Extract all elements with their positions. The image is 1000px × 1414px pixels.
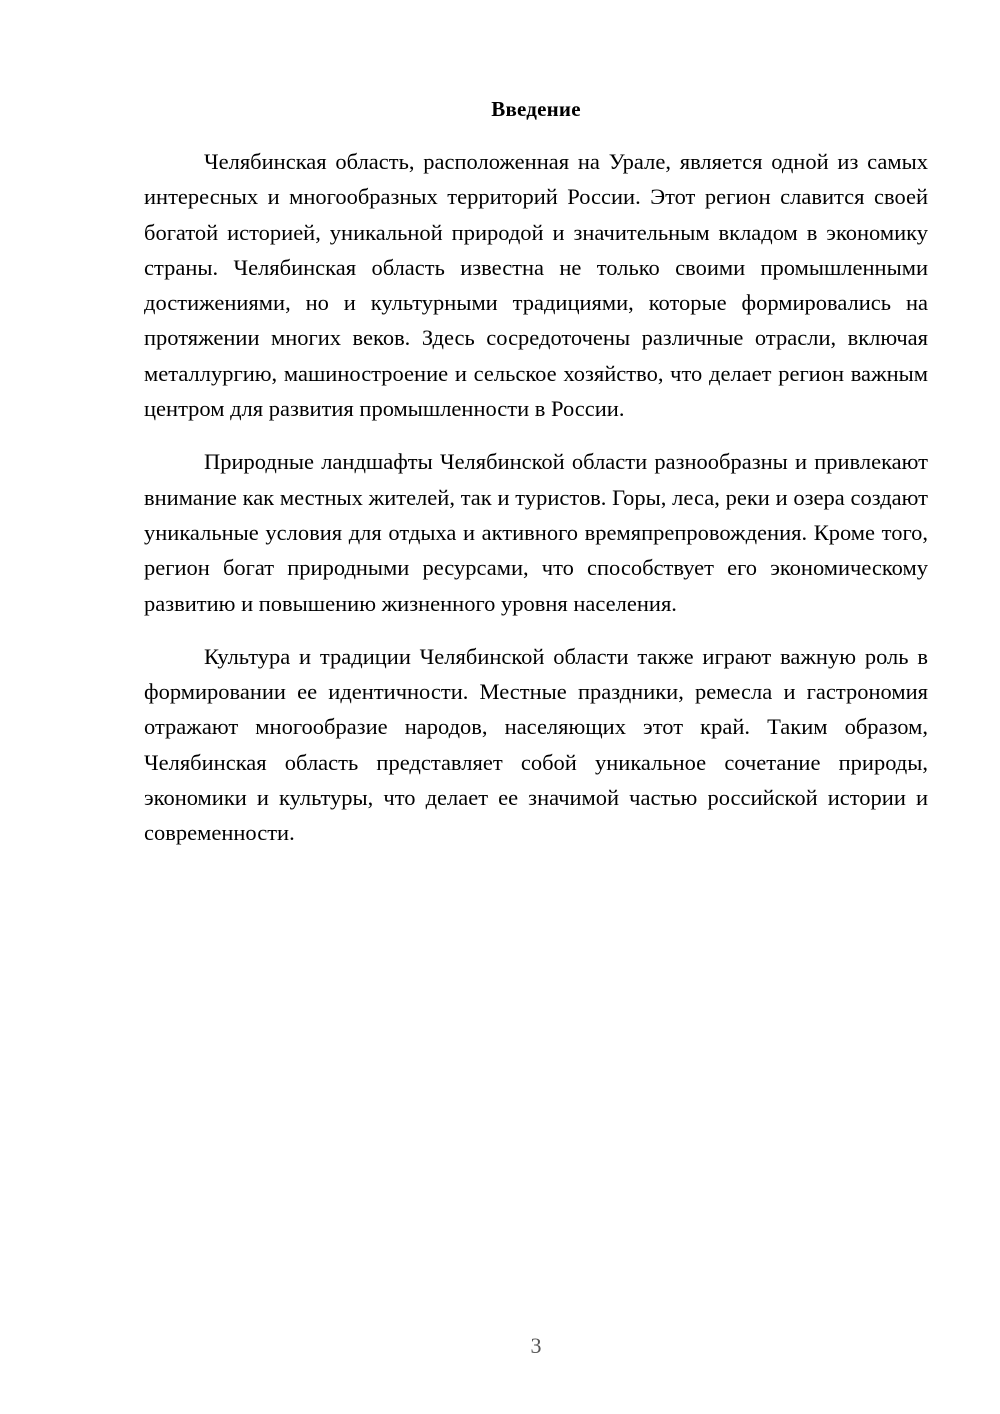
paragraph-culture: Культура и традиции Челябинской области также играют важную роль в формировании ее идентичности. Местные праздники, ремесла и гастрономия отражают многообразие народов, населяющих этот край. Таким образом, Челябинская область представляет собой уникальное сочетание природы, экономики и культуры, что делает ее значимой частью российской истории и современности. [144, 643, 928, 846]
page-number: 3 [530, 1333, 542, 1358]
paragraph-nature: Природные ландшафты Челябинской области разнообразны и привлекают внимание как местных жителей, так и туристов. Горы, леса, реки и озера создают уникальные условия для отдыха и активного времяпрепровождения. Кроме того, регион богат природными ресурсами, что способствует его экономическому развитию и повышению жизненного уровня населения. [144, 449, 928, 616]
document-body [144, 144, 928, 869]
paragraph-intro: Челябинская область, расположенная на Урале, является одной из самых интересных и многообразных территорий России. Этот регион славится своей богатой историей, уникальной природой и значительным вкладом в экономику страны. Челябинская область известна не только своими промышленными достижениями, но и культурными традициями, которые формировались на протяжении многих веков. Здесь сосредоточены различные отрасли, включая металлургию, машиностроение и сельское хозяйство, что делает регион важным центром для развития промышленности в России. [144, 149, 928, 422]
page-title: Введение [491, 97, 581, 121]
